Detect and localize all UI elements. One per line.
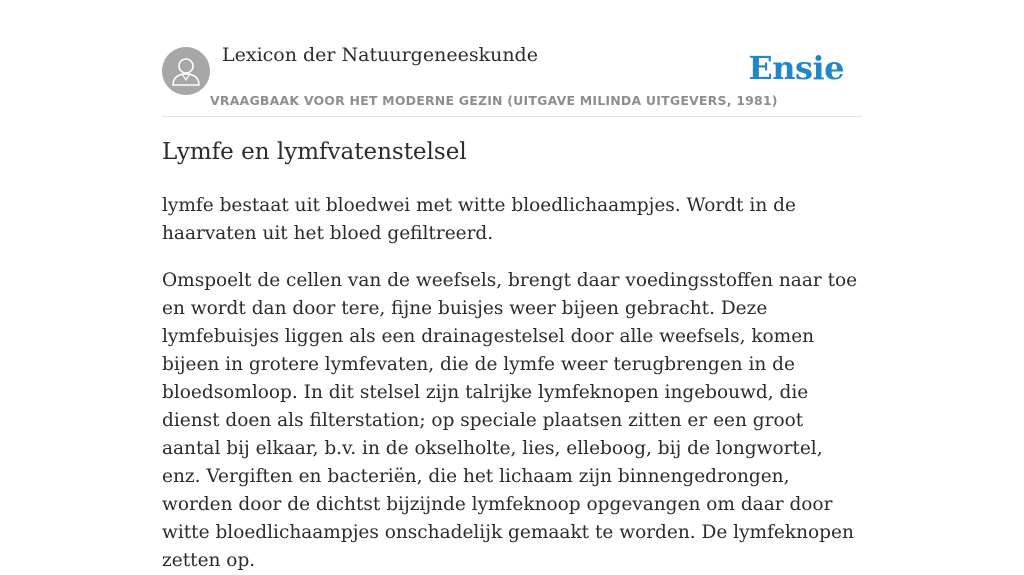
site-title[interactable]: Lexicon der Natuurgeneeskunde [222, 44, 538, 66]
page [162, 0, 862, 571]
article-paragraph: lymfe bestaat uit bloedwei met witte bloedlichaampjes. Wordt in de haarvaten uit het bloed gefiltreerd. [162, 195, 796, 244]
source-subtitle: VRAAGBAAK VOOR HET MODERNE GEZIN (UITGAVE MILINDA UITGEVERS, 1981) [210, 93, 778, 108]
avatar[interactable] [162, 47, 210, 95]
user-icon [162, 47, 210, 95]
brand-logo[interactable]: Ensie [748, 49, 844, 87]
header [162, 0, 862, 117]
article-paragraph: Omspoelt de cellen van de weefsels, brengt daar voedingsstoffen naar toe en wordt dan door tere, fijne buisjes weer bijeen gebracht. Deze lymfebuisjes liggen als een drainagestelsel door alle weefsels, komen bijeen in grotere lymfevaten, die de lymfe weer terugbrengen in de bloedsomloop. In dit stelsel zijn talrijke lymfeknopen ingebouwd, die dienst doen als filterstation; op speciale plaatsen zitten er een groot aantal bij elkaar, b.v. in de okselholte, lies, elleboog, bij de longwortel, enz. Vergiften en bacteriën, die het lichaam zijn binnengedrongen, worden door de dichtst bijzijnde lymfeknoop opgevangen om daar door witte bloedlichaampjes onschadelijk gemaakt te worden. De lymfeknopen zetten op. [162, 270, 858, 571]
article-title: Lymfe en lymfvatenstelsel [162, 139, 467, 165]
